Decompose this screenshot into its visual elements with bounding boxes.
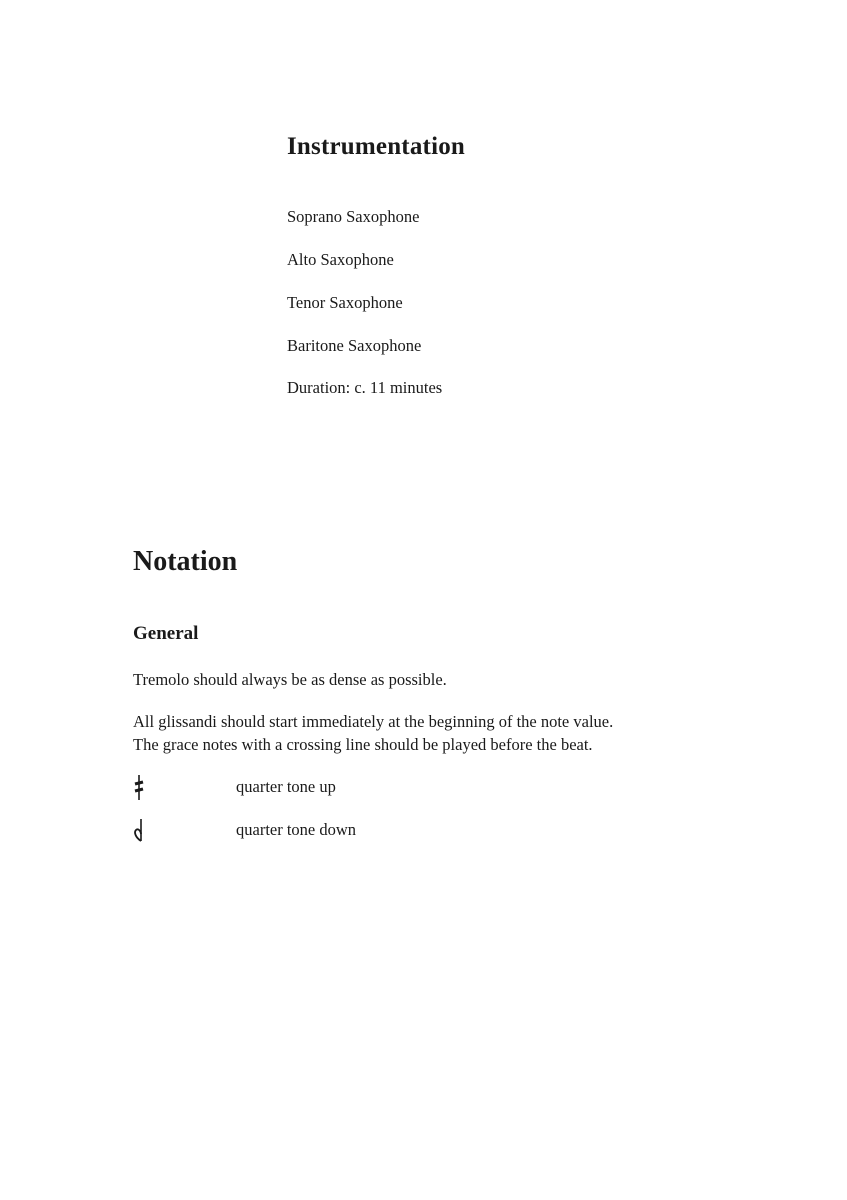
instrument-item: Alto Saxophone [287, 250, 394, 269]
instrument-item: Baritone Saxophone [287, 336, 422, 355]
legend-label-quarter-up: quarter tone up [236, 777, 336, 796]
instrumentation-heading: Instrumentation [287, 133, 466, 160]
duration-text: Duration: c. 11 minutes [287, 378, 443, 397]
legend-row-quarter-down [133, 815, 533, 845]
glissandi-text: All glissandi should start immediately at the beginning of the note value. [133, 712, 614, 731]
grace-notes-text: The grace notes with a crossing line should be played before the beat. [133, 735, 593, 754]
notation-heading: Notation [133, 546, 238, 577]
instrument-list [287, 206, 421, 378]
quarter-flat-icon [133, 815, 147, 845]
general-subheading: General [133, 623, 199, 644]
tremolo-paragraph [133, 668, 447, 691]
instrument-item: Tenor Saxophone [287, 293, 403, 312]
glissandi-paragraph [133, 710, 613, 756]
legend-row-quarter-up [133, 772, 533, 802]
instrument-item: Soprano Saxophone [287, 207, 420, 226]
quarter-sharp-icon [133, 772, 147, 802]
legend-label-quarter-down: quarter tone down [236, 820, 357, 839]
tremolo-text: Tremolo should always be as dense as possible. [133, 670, 447, 689]
